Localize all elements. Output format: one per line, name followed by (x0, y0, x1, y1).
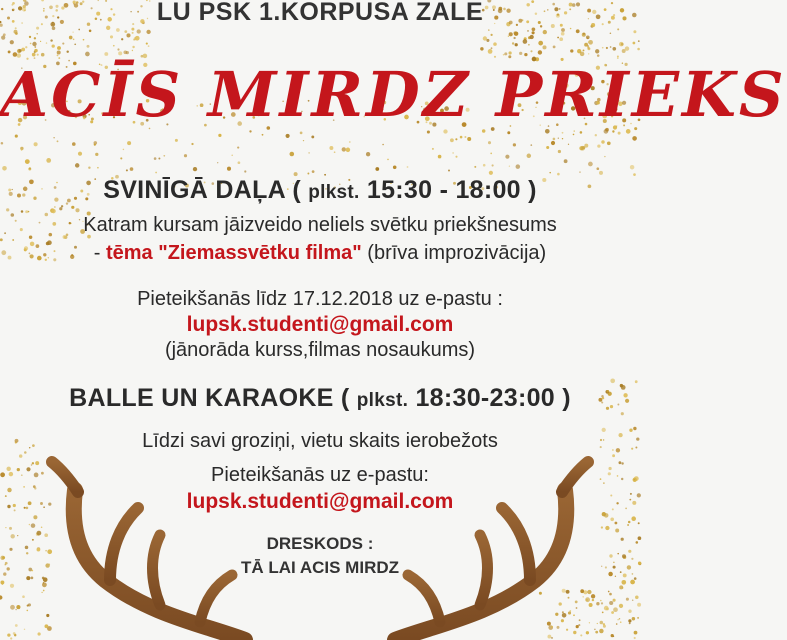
glitter-dot (542, 45, 546, 49)
glitter-dot (588, 53, 589, 54)
glitter-dot (72, 142, 76, 146)
glitter-dot (154, 157, 157, 160)
part1-time: 15:30 - 18:00 ) (366, 176, 537, 204)
glitter-dot (524, 53, 527, 56)
glitter-dot (568, 144, 569, 145)
glitter-dot (303, 140, 304, 141)
glitter-dot (34, 142, 38, 146)
glitter-dot (1, 142, 4, 145)
glitter-dot (612, 47, 616, 51)
glitter-dot (132, 46, 134, 48)
glitter-dot (57, 140, 59, 142)
glitter-dot (126, 33, 130, 37)
glitter-dot (25, 210, 28, 213)
glitter-dot (558, 150, 561, 153)
glitter-dot (329, 146, 333, 150)
glitter-dot (34, 49, 37, 52)
part2-email-link[interactable]: lupsk.studenti@gmail.com (186, 490, 454, 513)
glitter-dot (71, 206, 74, 209)
glitter-dot (116, 28, 120, 32)
glitter-dot (132, 50, 133, 51)
glitter-dot (610, 33, 612, 35)
glitter-dot (543, 30, 547, 34)
glitter-dot (117, 48, 119, 50)
glitter-dot (508, 36, 509, 37)
glitter-dot (488, 29, 490, 31)
glitter-dot (113, 45, 115, 47)
glitter-dot (509, 166, 510, 167)
glitter-dot (85, 52, 90, 57)
glitter-dot (120, 157, 122, 159)
glitter-dot (599, 171, 603, 175)
glitter-dot (587, 37, 589, 39)
glitter-dot (491, 47, 493, 49)
glitter-dot (349, 141, 351, 143)
glitter-dot (312, 170, 315, 173)
glitter-dot (564, 159, 568, 163)
glitter-dot (227, 167, 231, 171)
glitter-dot (551, 141, 555, 145)
glitter-dot (97, 167, 99, 169)
glitter-dot (632, 136, 637, 141)
part2-line1: Līdzi savi groziņi, vietu skaits ierobežots (142, 430, 498, 452)
glitter-dot (513, 37, 515, 39)
glitter-dot (12, 239, 14, 241)
glitter-dot (124, 30, 127, 33)
glitter-dot (52, 27, 56, 31)
glitter-dot (553, 138, 556, 141)
glitter-dot (346, 148, 351, 153)
glitter-dot (123, 50, 127, 54)
glitter-dot (503, 54, 505, 56)
glitter-dot (483, 36, 487, 40)
glitter-dot (610, 378, 615, 383)
glitter-dot (21, 210, 24, 213)
glitter-dot (3, 33, 6, 36)
glitter-dot (602, 47, 604, 49)
glitter-dot (509, 32, 513, 36)
glitter-dot (587, 45, 589, 47)
glitter-dot (72, 31, 73, 32)
glitter-dot (474, 166, 476, 168)
glitter-dot (25, 46, 27, 48)
glitter-dot (62, 43, 64, 45)
glitter-dot (538, 41, 543, 46)
glitter-dot (488, 49, 493, 54)
glitter-dot (532, 31, 535, 34)
glitter-dot (217, 162, 218, 163)
glitter-dot (121, 38, 123, 40)
glitter-dot (231, 155, 233, 157)
glitter-dot (131, 28, 134, 31)
glitter-dot (148, 45, 150, 47)
glitter-dot (118, 51, 122, 55)
glitter-dot (61, 205, 63, 207)
glitter-dot (87, 45, 90, 48)
glitter-dot (576, 29, 580, 33)
glitter-dot (237, 147, 239, 149)
glitter-dot (633, 42, 636, 45)
part1-name: SVINĪGĀ DAĻA ( (103, 176, 301, 204)
glitter-dot (32, 53, 36, 57)
glitter-dot (18, 49, 21, 52)
glitter-dot (527, 154, 532, 159)
glitter-dot (184, 154, 187, 157)
part2-name: BALLE UN KARAOKE ( (69, 384, 350, 412)
glitter-dot (493, 42, 497, 46)
glitter-dot (110, 35, 113, 38)
glitter-dot (587, 47, 588, 48)
part2-signup: Pieteikšanās uz e-pastu: (211, 464, 429, 486)
event-title: ACĪS MIRDZ PRIEKS (0, 58, 787, 131)
glitter-dot (573, 134, 575, 136)
glitter-dot (561, 32, 565, 36)
glitter-dot (123, 149, 125, 151)
glitter-dot (238, 161, 241, 164)
glitter-dot (407, 166, 409, 168)
glitter-dot (515, 43, 518, 46)
glitter-dot (557, 37, 559, 39)
part1-heading (0, 176, 640, 205)
glitter-dot (32, 42, 36, 46)
glitter-dot (262, 134, 264, 136)
part2-heading (0, 384, 640, 413)
glitter-dot (146, 43, 148, 45)
glitter-dot (505, 155, 509, 159)
glitter-dot (307, 173, 309, 175)
glitter-dot (69, 36, 73, 40)
part2-time-prefix: plkst. (356, 390, 409, 411)
glitter-dot (464, 136, 466, 138)
part2-time: 18:30-23:00 ) (415, 384, 571, 412)
glitter-dot (513, 143, 516, 146)
glitter-dot (78, 152, 82, 156)
glitter-dot (46, 158, 51, 163)
glitter-dot (137, 29, 141, 33)
glitter-dot (393, 166, 397, 170)
glitter-dot (2, 166, 7, 171)
venue-title: LU PSK 1.KORPUSA ZALE (156, 0, 484, 26)
glitter-dot (607, 141, 611, 145)
glitter-dot (637, 48, 640, 51)
glitter-dot (34, 46, 36, 48)
glitter-dot (40, 41, 41, 42)
glitter-dot (559, 37, 563, 41)
glitter-dot (558, 138, 559, 139)
glitter-dot (13, 52, 18, 57)
glitter-dot (52, 44, 55, 47)
glitter-dot (583, 33, 585, 35)
glitter-dot (66, 50, 68, 52)
glitter-dot (59, 207, 62, 210)
glitter-dot (387, 159, 389, 161)
glitter-dot (75, 163, 79, 167)
glitter-dot (244, 170, 246, 172)
glitter-dot (193, 167, 197, 171)
glitter-dot (134, 37, 137, 40)
glitter-dot (580, 52, 585, 57)
part1-line2-pre: - (93, 242, 106, 264)
glitter-dot (507, 131, 510, 134)
glitter-dot (126, 169, 128, 171)
glitter-dot (36, 33, 37, 34)
glitter-dot (41, 53, 45, 57)
part1-line2-post: (brīva improzivācija) (361, 242, 547, 264)
part1-time-prefix: plkst. (308, 182, 360, 203)
glitter-dot (30, 43, 32, 45)
glitter-dot (334, 151, 336, 153)
glitter-dot (630, 165, 635, 170)
glitter-dot (489, 171, 493, 175)
glitter-dot (618, 132, 621, 135)
glitter-dot (46, 42, 47, 43)
glitter-dot (588, 162, 593, 167)
glitter-dot (610, 46, 612, 48)
glitter-dot (146, 30, 150, 34)
glitter-dot (29, 36, 31, 38)
glitter-dot (570, 28, 572, 30)
glitter-dot (57, 50, 61, 54)
glitter-dot (562, 138, 563, 139)
glitter-dot (75, 208, 79, 212)
glitter-dot (532, 27, 536, 31)
glitter-dot (366, 152, 370, 156)
glitter-dot (633, 30, 636, 33)
glitter-dot (597, 54, 600, 57)
glitter-dot (455, 138, 457, 140)
glitter-dot (527, 30, 529, 32)
glitter-dot (29, 167, 31, 169)
glitter-dot (21, 48, 25, 52)
glitter-dot (14, 30, 18, 34)
glitter-dot (595, 134, 597, 136)
glitter-dot (163, 155, 165, 157)
glitter-dot (15, 135, 18, 138)
glitter-dot (562, 132, 564, 134)
glitter-dot (570, 49, 573, 52)
glitter-dot (0, 238, 3, 241)
glitter-dot (504, 52, 507, 55)
glitter-dot (15, 27, 17, 29)
glitter-dot (523, 39, 528, 44)
glitter-dot (73, 38, 75, 40)
glitter-dot (601, 140, 604, 143)
part1-signup: Pieteikšanās līdz 17.12.2018 uz e-pastu : (137, 288, 503, 310)
glitter-dot (604, 156, 605, 157)
glitter-dot (553, 45, 556, 48)
glitter-dot (290, 152, 295, 157)
glitter-dot (432, 148, 434, 150)
glitter-dot (450, 138, 454, 142)
glitter-dot (512, 42, 514, 44)
dresscode-label: DRESKODS : (266, 534, 374, 553)
glitter-dot (438, 155, 442, 159)
glitter-dot (635, 380, 638, 383)
glitter-dot (455, 156, 457, 158)
glitter-dot (6, 208, 9, 211)
glitter-dot (519, 52, 522, 55)
glitter-dot (588, 41, 590, 43)
glitter-dot (36, 27, 39, 30)
glitter-dot (95, 153, 98, 156)
glitter-dot (480, 47, 483, 50)
glitter-dot (8, 50, 11, 53)
glitter-dot (37, 54, 39, 56)
glitter-dot (57, 54, 59, 56)
glitter-dot (300, 132, 303, 135)
glitter-dot (606, 47, 608, 49)
glitter-dot (88, 166, 90, 168)
glitter-dot (617, 28, 619, 30)
glitter-dot (74, 43, 76, 45)
part1-email-link[interactable]: lupsk.studenti@gmail.com (186, 313, 454, 336)
glitter-dot (638, 40, 640, 42)
glitter-dot (452, 152, 453, 153)
glitter-dot (580, 131, 583, 134)
glitter-dot (546, 146, 549, 149)
glitter-dot (490, 34, 492, 36)
part1-theme: tēma "Ziemassvētku filma" (105, 242, 362, 264)
glitter-dot (25, 159, 30, 164)
glitter-dot (21, 149, 23, 151)
glitter-dot (51, 209, 55, 213)
glitter-dot (127, 141, 131, 145)
part1-line2 (0, 242, 640, 265)
glitter-dot (467, 137, 471, 141)
glitter-dot (490, 153, 492, 155)
glitter-dot (530, 144, 532, 146)
glitter-dot (597, 144, 600, 147)
glitter-dot (596, 167, 599, 170)
part1-note: (jānorāda kurss,filmas nosaukums) (164, 339, 476, 361)
glitter-dot (549, 172, 551, 174)
glitter-dot (528, 44, 530, 46)
glitter-dot (94, 144, 96, 146)
glitter-dot (34, 37, 36, 39)
glitter-dot (286, 134, 290, 138)
glitter-dot (619, 42, 624, 47)
glitter-dot (582, 146, 585, 149)
glitter-dot (488, 141, 491, 144)
dresscode-value: TĀ LAI ACIS MIRDZ (240, 558, 400, 577)
glitter-dot (561, 28, 565, 32)
glitter-dot (191, 143, 193, 145)
glitter-dot (595, 49, 599, 53)
glitter-dot (460, 136, 463, 139)
glitter-dot (516, 164, 521, 169)
glitter-dot (382, 144, 384, 146)
glitter-dot (492, 164, 494, 166)
glitter-dot (579, 171, 580, 172)
glitter-dot (218, 134, 221, 137)
glitter-dot (625, 46, 629, 50)
glitter-dot (557, 173, 560, 176)
glitter-dot (175, 139, 178, 142)
glitter-dot (483, 164, 486, 167)
glitter-dot (89, 30, 92, 33)
glitter-dot (50, 39, 52, 41)
glitter-dot (54, 206, 55, 207)
glitter-dot (158, 158, 160, 160)
glitter-dot (155, 172, 157, 174)
glitter-dot (530, 50, 532, 52)
glitter-dot (132, 32, 134, 34)
glitter-dot (342, 147, 346, 151)
glitter-dot (538, 50, 542, 54)
glitter-dot (83, 39, 85, 41)
glitter-dot (508, 51, 511, 54)
glitter-dot (514, 31, 518, 35)
glitter-dot (130, 167, 134, 171)
glitter-dot (448, 170, 450, 172)
glitter-dot (104, 52, 108, 56)
glitter-dot (583, 49, 585, 51)
part1-line1: Katram kursam jāizveido neliels svētku priekšnesums (83, 214, 557, 236)
glitter-dot (530, 35, 534, 39)
glitter-dot (53, 137, 54, 138)
glitter-dot (311, 135, 314, 138)
glitter-dot (78, 29, 80, 31)
glitter-dot (57, 46, 61, 50)
glitter-dot (375, 167, 379, 171)
glitter-dot (308, 152, 310, 154)
glitter-dot (10, 40, 14, 44)
